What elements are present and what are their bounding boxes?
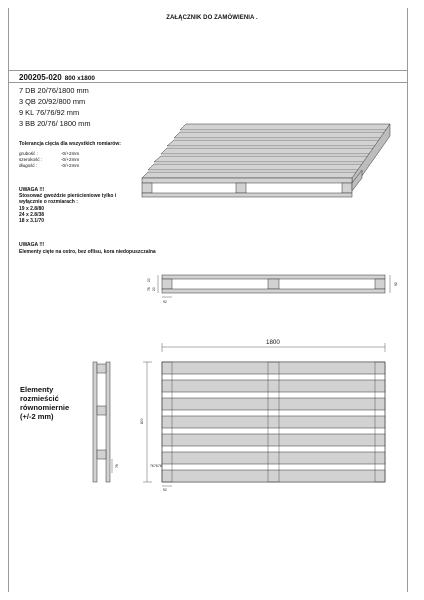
spec-line: 9 KL 76/76/92 mm: [19, 108, 80, 117]
side-dim-block: 92: [163, 300, 167, 304]
side-dim-total: 92: [394, 282, 398, 286]
elements-note-line: równomiernie: [20, 403, 70, 412]
end-block: [97, 450, 106, 459]
bottom-dim: 76: [150, 464, 154, 468]
top-board: [162, 416, 385, 428]
tolerance-value: -0/+2mm: [61, 157, 80, 162]
deck-board: [142, 172, 358, 178]
warning1-line: 19 x 2.8/80: [19, 206, 45, 212]
spec-line: 7 DB 20/76/1800 mm: [19, 86, 89, 95]
pallet-side-view: [158, 275, 390, 297]
dim-length: 1800: [266, 339, 280, 346]
tolerance-value: -0/+2mm: [61, 151, 80, 156]
side-dim-mid: 76: [147, 287, 151, 291]
warning2-text: Elementy cięte na ostro, bez oflisu, kora niedopuszczalna: [19, 249, 156, 255]
side-block: [375, 279, 385, 289]
top-board: [162, 470, 385, 482]
warning1-line: wyłącznie o rozmiarach :: [19, 199, 78, 205]
deck-board: [167, 140, 381, 146]
top-board: [162, 398, 385, 410]
warning1-line: Stosować gwoździe pierścieniowe tylko i: [19, 193, 117, 199]
deck-board: [148, 164, 364, 170]
front-block: [236, 183, 246, 193]
side-block: [268, 279, 279, 289]
side-dim-bottom: 20: [152, 287, 156, 291]
warning2-title: UWAGA !!!: [19, 242, 45, 248]
warning1-line: 18 x 3.1/70: [19, 218, 45, 224]
product-code-value: 200205-020: [19, 73, 62, 82]
tolerance-heading: Tolerancja cięcia dla wszystkich romiarów:: [19, 141, 121, 147]
front-board: [142, 178, 352, 183]
top-board: [162, 362, 385, 374]
top-board: [162, 452, 385, 464]
bottom-dim-width: 92: [163, 488, 167, 492]
deck-board: [174, 132, 386, 138]
side-dim-top: 20: [147, 278, 151, 282]
deck-board: [180, 124, 390, 130]
pallet-top-view: [143, 343, 385, 486]
warning1-line: 24 x 2.8/38: [19, 212, 45, 218]
elements-note-line: Elementy: [20, 385, 54, 394]
pallet-isometric: [142, 124, 390, 197]
side-block: [162, 279, 172, 289]
warning1-title: UWAGA !!!: [19, 187, 45, 193]
product-size: 800 x1800: [64, 75, 95, 82]
side-bottom-board: [162, 289, 385, 293]
tolerance-label: szerokość :: [19, 157, 43, 162]
spec-line: 3 BB 20/76/ 1800 mm: [19, 119, 91, 128]
deck-board: [161, 148, 376, 154]
tolerance-label: długość :: [19, 163, 38, 168]
tolerance-label: grubość :: [19, 151, 38, 156]
front-block: [142, 183, 152, 193]
pallet-end-view: [93, 362, 112, 482]
bottom-dim: 76: [158, 464, 162, 468]
end-board: [93, 362, 97, 482]
dim-width: 800: [140, 418, 144, 424]
top-board: [162, 380, 385, 392]
end-board: [106, 362, 110, 482]
spec-line: 3 QB 20/92/800 mm: [19, 97, 86, 106]
bottom-board: [142, 193, 352, 197]
deck-board: [154, 156, 370, 162]
end-block: [97, 364, 106, 373]
top-board: [162, 434, 385, 446]
front-block: [342, 183, 352, 193]
side-top-board: [162, 275, 385, 279]
end-dim: 76: [115, 464, 119, 468]
page-title: ZAŁĄCZNIK DO ZAMÓWIENIA .: [166, 15, 258, 21]
elements-note-line: (+/-2 mm): [20, 412, 54, 421]
end-block: [97, 406, 106, 415]
bottom-dim: 76: [154, 464, 158, 468]
elements-note-line: rozmieścić: [20, 394, 59, 403]
tolerance-value: -0/+2mm: [61, 163, 80, 168]
